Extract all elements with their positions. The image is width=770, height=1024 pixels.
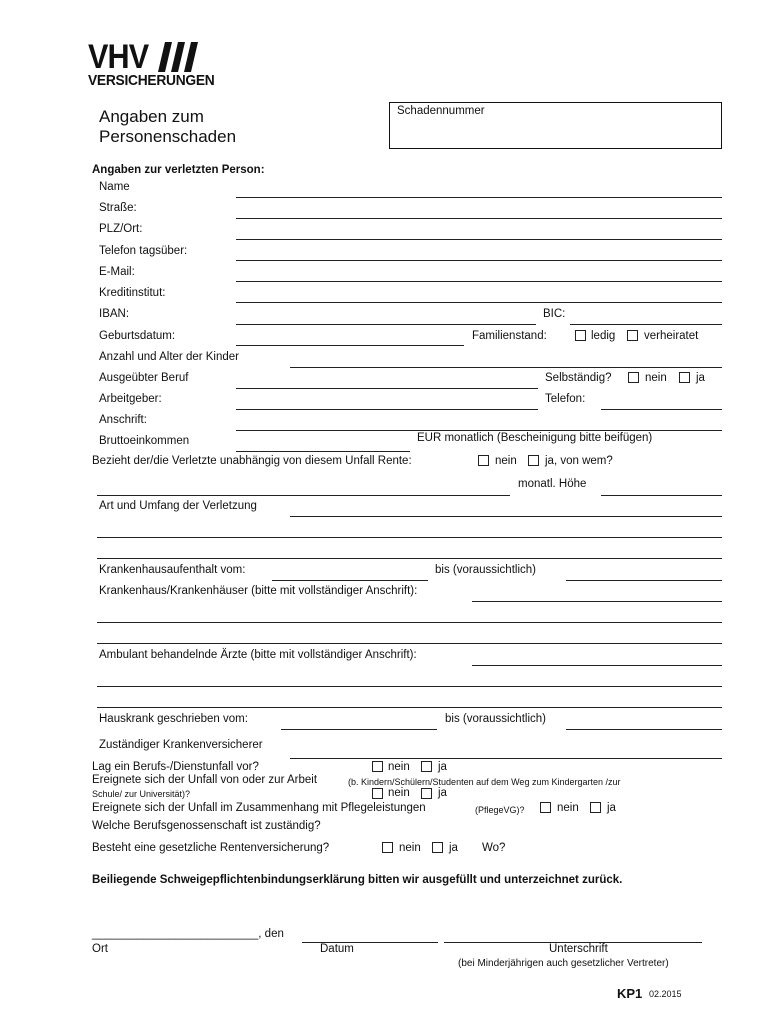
street-label: Straße: <box>99 202 137 214</box>
monthly-amount-field[interactable] <box>601 495 722 496</box>
zip-city-field[interactable] <box>236 239 722 240</box>
logo-slash-marks <box>158 42 200 72</box>
marital-status-label: Familienstand: <box>472 330 547 342</box>
hospitals-label: Krankenhaus/Krankenhäuser (bitte mit vollständiger Anschrift): <box>99 585 418 597</box>
pension-source-field[interactable] <box>97 495 510 496</box>
work-accident-yes-label: ja <box>438 761 447 773</box>
pension-insurance-label: Besteht eine gesetzliche Rentenversicherung? <box>92 842 330 854</box>
work-way-yes-label: ja <box>438 787 447 799</box>
pension-insurance-no-checkbox[interactable] <box>382 842 393 853</box>
self-employed-yes-checkbox[interactable] <box>679 372 690 383</box>
work-way-yes-checkbox[interactable] <box>421 788 432 799</box>
insurer-field[interactable] <box>290 758 722 759</box>
email-label: E-Mail: <box>99 266 135 278</box>
single-label: ledig <box>591 330 616 342</box>
birthdate-field[interactable] <box>236 345 464 346</box>
occupation-field[interactable] <box>236 388 538 389</box>
injury-field-3[interactable] <box>97 558 722 559</box>
bic-label: BIC: <box>543 308 566 320</box>
married-label: verheiratet <box>644 330 699 342</box>
iban-field[interactable] <box>236 324 536 325</box>
sick-until-label: bis (voraussichtlich) <box>445 713 546 725</box>
employer-label: Arbeitgeber: <box>99 393 162 405</box>
pension-insurance-no-label: nein <box>399 842 421 854</box>
income-note: EUR monatlich (Bescheinigung bitte beifügen) <box>417 432 653 444</box>
care-label: Ereignete sich der Unfall im Zusammenhang mit Pflegeleistungen <box>92 802 426 814</box>
sick-from-label: Hauskrank geschrieben vom: <box>99 713 248 725</box>
name-label: Name <box>99 181 130 193</box>
self-employed-no-checkbox[interactable] <box>628 372 639 383</box>
pension-yes-label: ja, von wem? <box>545 455 613 467</box>
children-field[interactable] <box>290 367 722 368</box>
care-no-checkbox[interactable] <box>540 802 551 813</box>
self-employed-yes-label: ja <box>696 372 705 384</box>
work-way-no-label: nein <box>388 787 410 799</box>
occupation-label: Ausgeübter Beruf <box>99 372 189 384</box>
form-version: 02.2015 <box>649 989 682 999</box>
self-employed-no-label: nein <box>645 372 667 384</box>
work-way-no-checkbox[interactable] <box>372 788 383 799</box>
page-title-line1: Angaben zum <box>99 107 204 126</box>
hospital-until-label: bis (voraussichtlich) <box>435 564 536 576</box>
page-title-line2: Personenschaden <box>99 127 237 146</box>
work-accident-label: Lag ein Berufs-/Dienstunfall vor? <box>92 761 259 773</box>
insurer-label: Zuständiger Krankenversicherer <box>99 739 263 751</box>
sick-until-field[interactable] <box>566 729 722 730</box>
hospitals-field-1[interactable] <box>472 601 722 602</box>
iban-label: IBAN: <box>99 308 130 320</box>
care-note: (PflegeVG)? <box>475 805 525 815</box>
gross-income-label: Bruttoeinkommen <box>99 435 190 447</box>
bank-field[interactable] <box>236 302 722 303</box>
address-field[interactable] <box>236 430 722 431</box>
self-employed-label: Selbständig? <box>545 372 612 384</box>
pension-no-label: nein <box>495 455 517 467</box>
signature-label: Unterschrift <box>549 943 608 955</box>
outpatient-field-2[interactable] <box>97 686 722 687</box>
hospitals-field-2[interactable] <box>97 622 722 623</box>
work-way-label: Ereignete sich der Unfall von oder zur Arbeit <box>92 774 318 786</box>
outpatient-field-1[interactable] <box>472 665 722 666</box>
injury-field-2[interactable] <box>97 537 722 538</box>
pension-yes-checkbox[interactable] <box>528 455 539 466</box>
pension-question: Bezieht der/die Verletzte unabhängig von diesem Unfall Rente: <box>92 455 412 467</box>
bank-label: Kreditinstitut: <box>99 287 166 299</box>
employer-phone-label: Telefon: <box>545 393 586 405</box>
children-label: Anzahl und Alter der Kinder <box>99 351 240 363</box>
work-accident-no-checkbox[interactable] <box>372 761 383 772</box>
injury-label: Art und Umfang der Verletzung <box>99 500 257 512</box>
work-way-note-2: Schule/ zur Universität)? <box>92 789 191 799</box>
hospital-until-field[interactable] <box>566 580 722 581</box>
work-accident-no-label: nein <box>388 761 410 773</box>
logo-wordmark: VHV <box>88 38 149 76</box>
sick-from-field[interactable] <box>281 729 437 730</box>
guardian-note: (bei Minderjährigen auch gesetzlicher Vertreter) <box>458 958 669 969</box>
pension-insurance-yes-label: ja <box>449 842 458 854</box>
address-label: Anschrift: <box>99 414 147 426</box>
zip-city-label: PLZ/Ort: <box>99 223 143 235</box>
name-field[interactable] <box>236 197 722 198</box>
care-yes-label: ja <box>607 802 616 814</box>
work-accident-yes-checkbox[interactable] <box>421 761 432 772</box>
pension-insurance-where-label: Wo? <box>482 842 506 854</box>
single-checkbox[interactable] <box>575 330 586 341</box>
injury-field-1[interactable] <box>290 516 722 517</box>
birthdate-label: Geburtsdatum: <box>99 330 176 342</box>
care-no-label: nein <box>557 802 579 814</box>
hospital-from-field[interactable] <box>272 580 428 581</box>
employer-field[interactable] <box>236 409 538 410</box>
hospitals-field-3[interactable] <box>97 643 722 644</box>
employer-phone-field[interactable] <box>601 409 722 410</box>
phone-day-field[interactable] <box>236 260 722 261</box>
street-field[interactable] <box>236 218 722 219</box>
care-yes-checkbox[interactable] <box>590 802 601 813</box>
email-field[interactable] <box>236 281 722 282</box>
phone-day-label: Telefon tagsüber: <box>99 245 188 257</box>
place-label: Ort <box>92 943 108 955</box>
pension-no-checkbox[interactable] <box>478 455 489 466</box>
logo-subtitle: VERSICHERUNGEN <box>88 72 215 89</box>
hospital-stay-label: Krankenhausaufenthalt vom: <box>99 564 246 576</box>
enclosure-note: Beiliegende Schweigepflichtenbindungserklärung bitten wir ausgefüllt und unterzeichnet zurück. <box>92 874 623 886</box>
section-heading-person: Angaben zur verletzten Person: <box>92 164 265 176</box>
monthly-amount-label: monatl. Höhe <box>518 478 587 490</box>
pension-insurance-yes-checkbox[interactable] <box>432 842 443 853</box>
claim-number-label: Schadennummer <box>397 105 485 117</box>
outpatient-field-3[interactable] <box>97 707 722 708</box>
date-label: Datum <box>320 943 354 955</box>
place-date-line: __________________________, den <box>92 928 284 940</box>
outpatient-label: Ambulant behandelnde Ärzte (bitte mit vollständiger Anschrift): <box>99 649 417 661</box>
association-label: Welche Berufsgenossenschaft ist zuständig? <box>92 820 321 832</box>
gross-income-field[interactable] <box>236 451 410 452</box>
married-checkbox[interactable] <box>627 330 638 341</box>
bic-field[interactable] <box>570 324 722 325</box>
work-way-note: (b. Kindern/Schülern/Studenten auf dem Weg zum Kindergarten /zur <box>348 777 621 787</box>
form-code: KP1 <box>617 986 643 1001</box>
